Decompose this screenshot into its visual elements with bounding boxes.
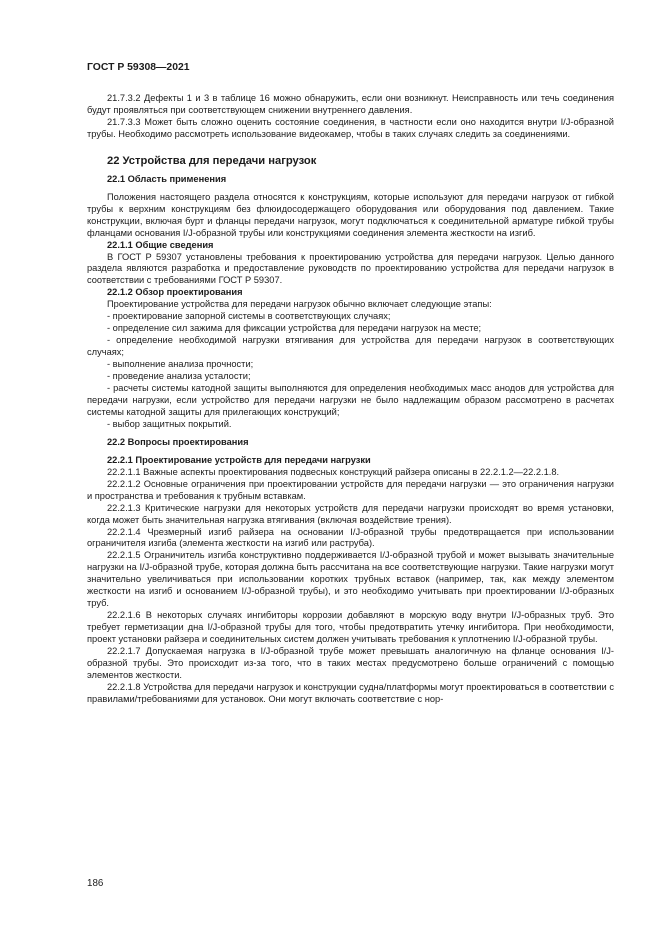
paragraph: 22.2.1.6 В некоторых случаях ингибиторы коррозии добавляют в морскую воду внутри I/J-образных труб. Это требует герметизации дна I/J-образной трубы для того, чтобы предотвратить утечку ингибитора. При необходимости, проект установки райзера и соединительных систем должен учитывать требования к уплотнению I/J-образной трубы. [87, 610, 614, 645]
paragraph: - выполнение анализа прочности; [107, 359, 254, 370]
paragraph: 22.2.1.7 Допускаемая нагрузка в I/J-образной трубе может превышать аналогичную на фланце основания I/J-образной трубы. Это происходит из-за того, что в таких местах предусмотрено больше ограничений с помощью элементов жесткости. [87, 646, 614, 680]
subsection-heading: 22.2.1 Проектирование устройств для передачи нагрузки [107, 454, 371, 465]
document-header: ГОСТ Р 59308—2021 [87, 62, 190, 73]
subsection-heading: 22.1 Область применения [107, 173, 227, 184]
page-number: 186 [87, 878, 104, 889]
paragraph: 22.2.1.3 Критические нагрузки для некоторых устройств для передачи нагрузки происходят во время установки, когда может быть значительная нагрузка втягивания (включая воздействие трения). [87, 502, 614, 525]
paragraph: - проектирование запорной системы в соответствующих случаях; [107, 311, 391, 322]
paragraph: - проведение анализа усталости; [107, 371, 251, 382]
paragraph: - определение необходимой нагрузки втягивания для устройства для передачи нагрузок в соответствующих случаях; [87, 335, 614, 358]
paragraph: - определение сил зажима для фиксации устройства для передачи нагрузок на месте; [107, 323, 482, 334]
paragraph: 22.2.1.4 Чрезмерный изгиб райзера на основании I/J-образной трубы предотвращается при использовании ограничителя изгиба (элемента жесткости на изгиб или раструба). [87, 526, 614, 549]
paragraph: Проектирование устройства для передачи нагрузок обычно включает следующие этапы: [107, 299, 492, 310]
subsection-heading: 22.1.1 Общие сведения [107, 239, 214, 250]
section-heading: 22 Устройства для передачи нагрузок [107, 154, 317, 167]
subsection-heading: 22.2 Вопросы проектирования [107, 436, 249, 447]
block-spacer [87, 141, 614, 154]
paragraph: 22.2.1.2 Основные ограничения при проектировании устройств для передачи нагрузки — это ограничения нагрузки и пространства и требования к трубным вставкам. [87, 478, 614, 501]
paragraph: В ГОСТ Р 59307 установлены требования к проектированию устройства для передачи нагрузок. Целью данного раздела являются разработка и предоставление руководств по проектированию устройства для передачи нагрузок в соответствии с требованиями ГОСТ Р 59307. [87, 251, 614, 286]
paragraph: 22.2.1.1 Важные аспекты проектирования подвесных конструкций райзера описаны в 22.2.1.2—22.2.1.8. [107, 466, 560, 477]
paragraph: 22.2.1.8 Устройства для передачи нагрузок и конструкции судна/платформы могут проектироваться в соответствии с правилами/требованиями для установок. Они могут включать соответствие с нор- [87, 681, 614, 704]
paragraph: 22.2.1.5 Ограничитель изгиба конструктивно поддерживается I/J-образной трубой и может вызывать значительные нагрузки на I/J-образной трубе, которая должна быть рассчитана на все соответствующие нагрузки. Такие нагрузки могут значительно увеличиваться при использовании коротких трубных вставок (например, так, как между элементом жесткости на изгиб и основанием I/J-образной трубы), и это необходимо учитывать при проектировании I/J-образных труб. [87, 550, 614, 609]
paragraph: - расчеты системы катодной защиты выполняются для определения необходимых масс анодов для устройства для передачи нагрузки, если устройство для передачи нагрузки не было надлежащим образом рассмотрено в расчетах системы катодной защиты для прилегающих конструкций; [87, 383, 614, 417]
paragraph: 21.7.3.2 Дефекты 1 и 3 в таблице 16 можно обнаружить, если они возникнут. Неисправность или течь соединения будут проявляться при соответствующем снижении внутреннего давления. [87, 93, 614, 115]
paragraph: 21.7.3.3 Может быть сложно оценить состояние соединения, в частности если оно находится внутри I/J-образной трубы. Необходимо рассмотреть использование видеокамер, чтобы в таких случаях следить за соединениями. [87, 116, 614, 139]
paragraph: - выбор защитных покрытий. [107, 418, 232, 429]
paragraph: Положения настоящего раздела относятся к конструкциям, которые используют для передачи нагрузок от гибкой трубы к верхним конструкциям без флюидосодержащего оборудования или оборудования под давлением. Такие конструкции, включая бурт и фланцы передачи нагрузок, могут подключаться к соединительной арматуре гибкой трубы фланцами основания I/J-образной трубы или конструкциями соединения элемента жесткости на изгиб. [87, 191, 614, 238]
document-body [87, 93, 614, 706]
subsection-heading: 22.1.2 Обзор проектирования [107, 287, 243, 298]
